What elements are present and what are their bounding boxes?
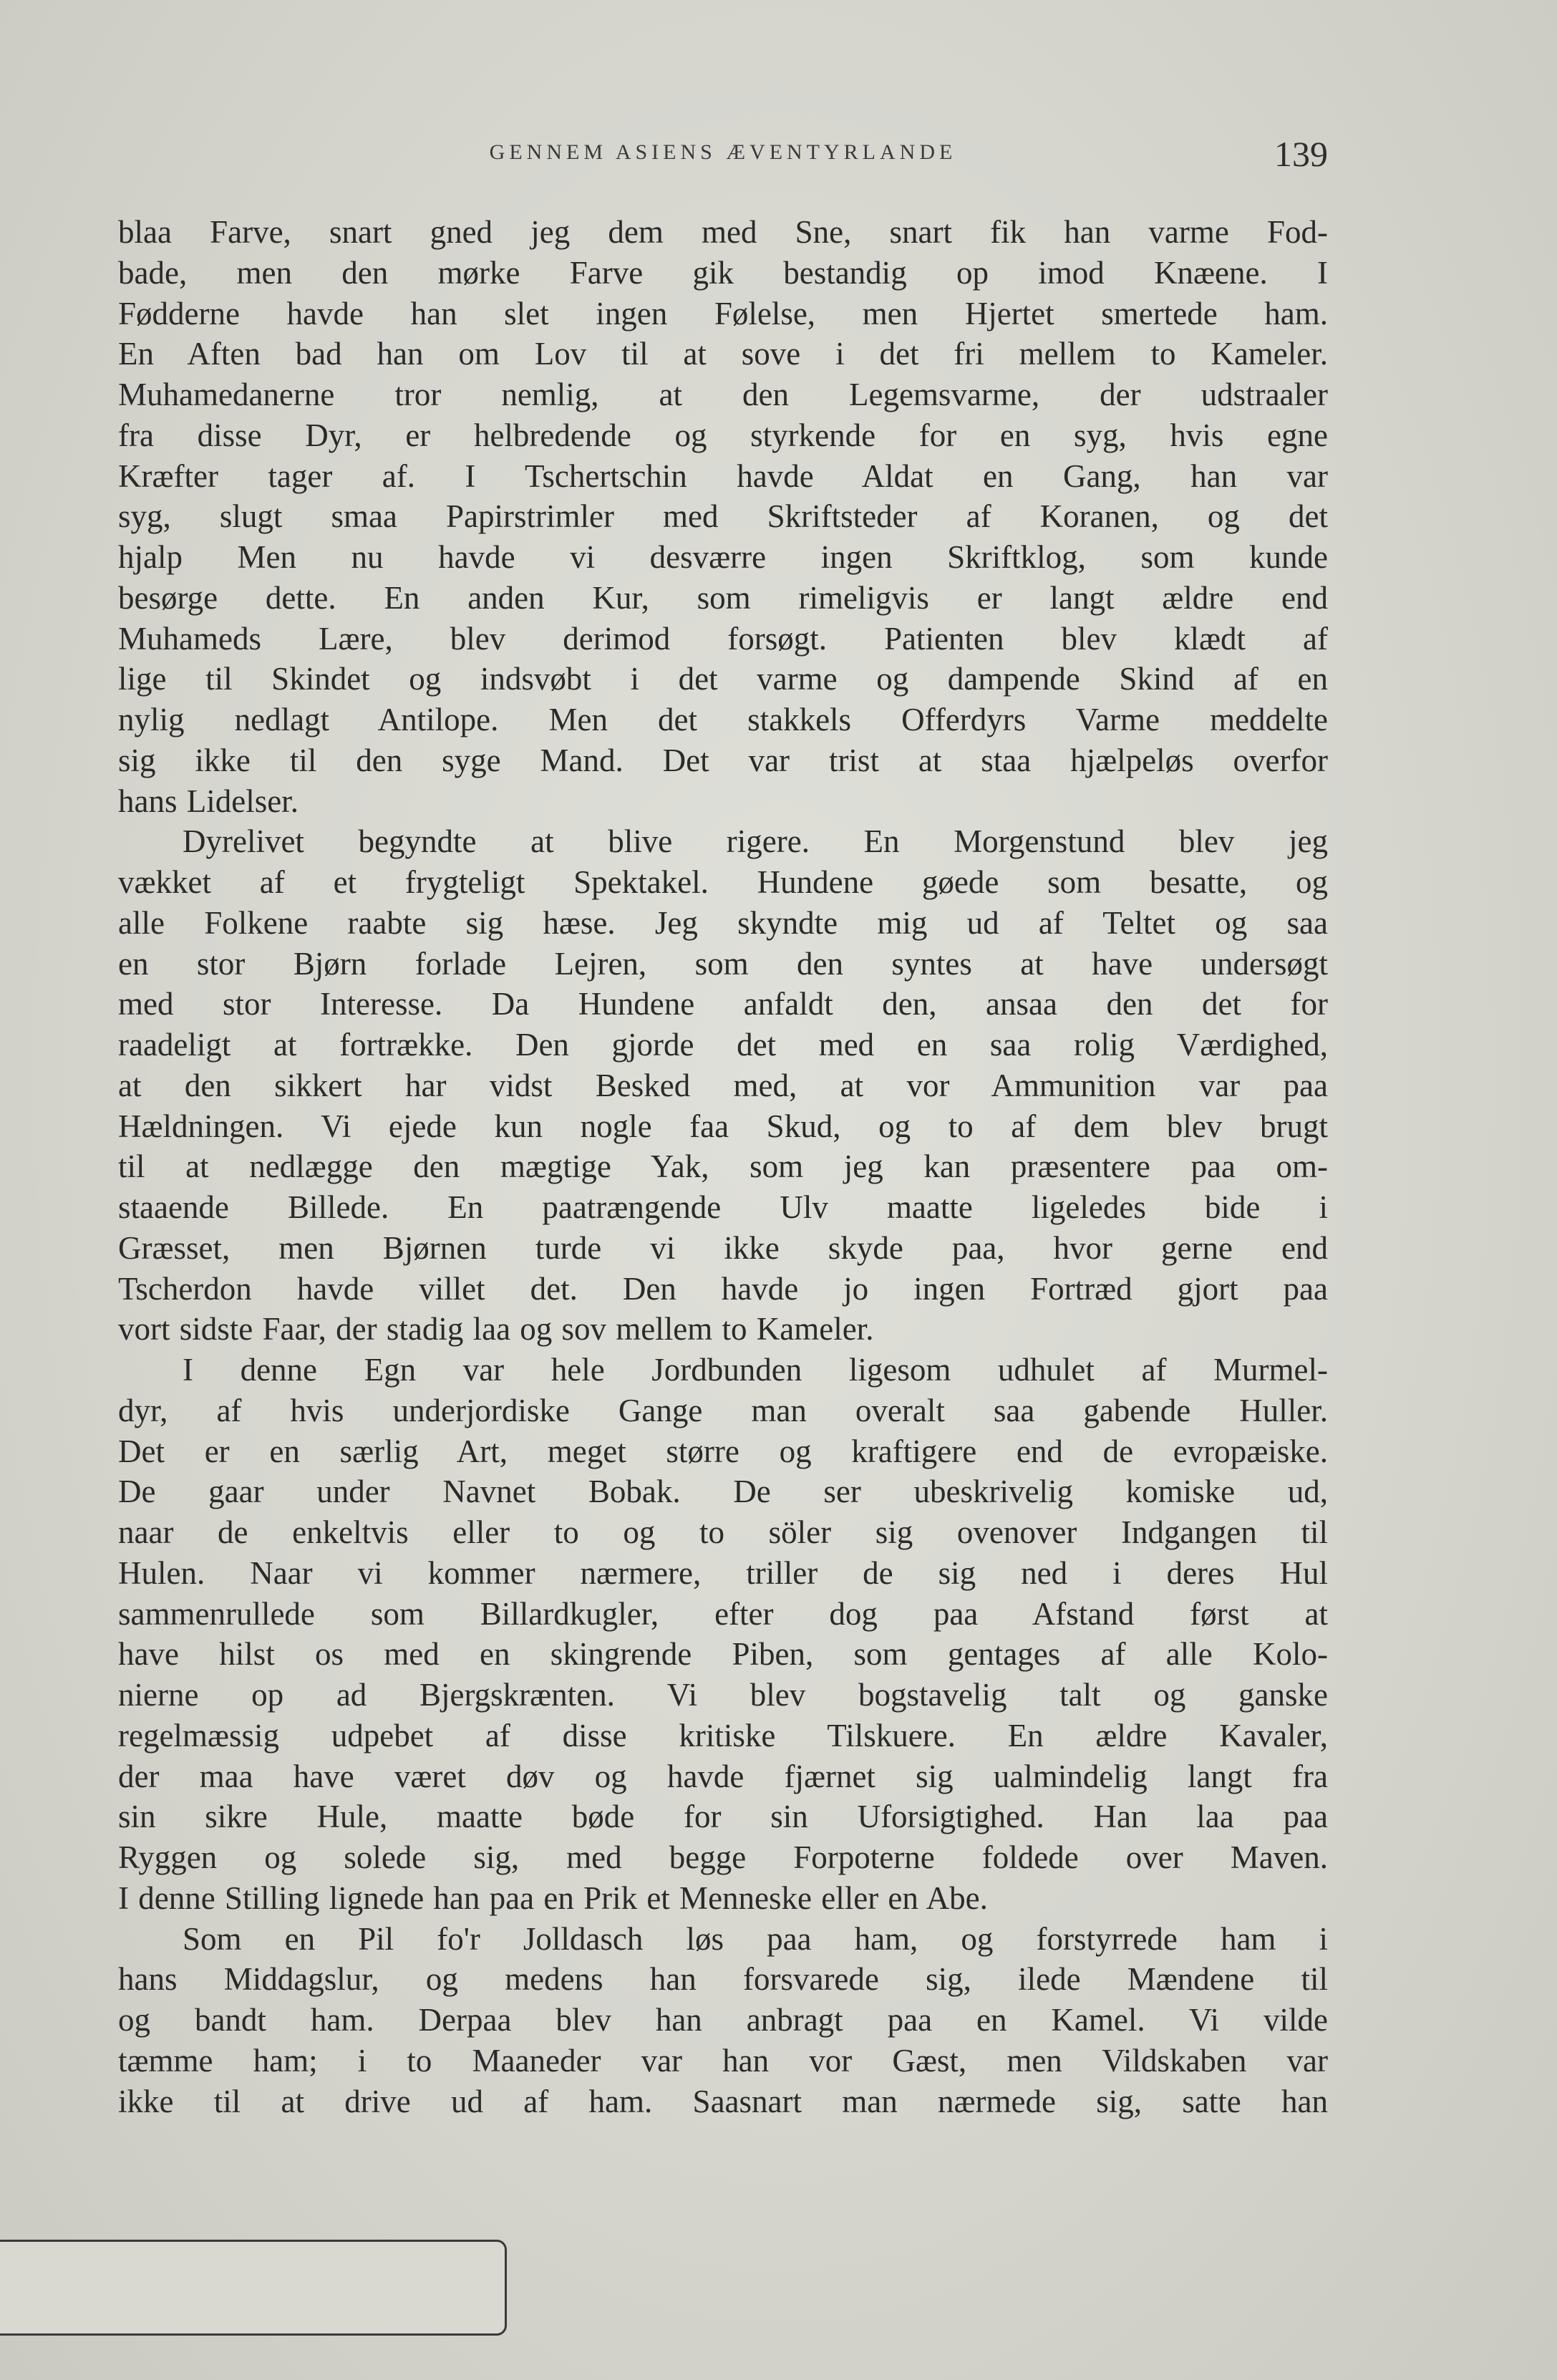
text-line: Tscherdon havde villet det. Den havde jo ingen Fortræd gjort paa: [118, 1270, 1328, 1307]
body-text: [118, 212, 1328, 2122]
text-line: nylig nedlagt Antilope. Men det stakkels Offerdyrs Varme meddelte: [118, 702, 1328, 737]
text-line: alle Folkene raabte sig hæse. Jeg skyndte mig ud af Teltet og saa: [118, 904, 1328, 941]
text-line: besørge dette. En anden Kur, som rimeligvis er langt ældre end: [118, 579, 1328, 616]
text-line: Hældningen. Vi ejede kun nogle faa Skud, og to af dem blev brugt: [118, 1108, 1328, 1144]
text-line: sig ikke til den syge Mand. Det var trist at staa hjælpeløs overfor: [118, 742, 1328, 778]
page-header: [118, 133, 1328, 176]
text-line: der maa have været døv og havde fjærnet sig ualmindelig langt fra: [118, 1758, 1328, 1794]
text-line: I denne Egn var hele Jordbunden ligesom udhulet af Murmel-: [183, 1352, 1328, 1388]
text-line: regelmæssig udpebet af disse kritiske Tilskuere. En ældre Kavaler,: [118, 1717, 1328, 1753]
text-line: Kræfter tager af. I Tschertschin havde Aldat en Gang, han var: [118, 458, 1328, 494]
text-line: vort sidste Faar, der stadig laa og sov mellem to Kameler.: [118, 1311, 874, 1348]
text-line: dyr, af hvis underjordiske Gange man overalt saa gabende Huller.: [118, 1392, 1328, 1428]
text-line: sammenrullede som Billardkugler, efter dog paa Afstand først at: [118, 1595, 1328, 1632]
text-line: hans Middagslur, og medens han forsvarede sig, ilede Mændene til: [118, 1961, 1328, 1998]
text-line: En Aften bad han om Lov til at sove i det fri mellem to Kameler.: [118, 336, 1328, 372]
text-line: Som en Pil fo'r Jolldasch løs paa ham, og forstyrrede ham i: [183, 1920, 1328, 1957]
text-line: til at nedlægge den mægtige Yak, som jeg kan præsentere paa om-: [118, 1148, 1328, 1185]
text-line: en stor Bjørn forlade Lejren, som den syntes at have undersøgt: [118, 945, 1328, 982]
text-line: ikke til at drive ud af ham. Saasnart man nærmede sig, satte han: [118, 2083, 1328, 2119]
scan-artifact-frame: [0, 2240, 507, 2336]
text-line: med stor Interesse. Da Hundene anfaldt den, ansaa den det for: [118, 986, 1328, 1022]
text-line: blaa Farve, snart gned jeg dem med Sne, snart fik han varme Fod-: [118, 214, 1328, 250]
text-line: bade, men den mørke Farve gik bestandig op imod Knæene. I: [118, 254, 1328, 291]
page-number: 139: [1274, 134, 1328, 174]
text-line: Græsset, men Bjørnen turde vi ikke skyde paa, hvor gerne end: [118, 1229, 1328, 1266]
text-line: Dyrelivet begyndte at blive rigere. En Morgenstund blev jeg: [183, 823, 1328, 860]
text-line: lige til Skindet og indsvøbt i det varme og dampende Skind af en: [118, 661, 1328, 697]
text-line: Det er en særlig Art, meget større og kraftigere end de evropæiske.: [118, 1433, 1328, 1469]
text-line: Ryggen og solede sig, med begge Forpoterne foldede over Maven.: [118, 1839, 1328, 1875]
text-line: raadeligt at fortrække. Den gjorde det med en saa rolig Værdighed,: [118, 1027, 1328, 1063]
text-line: I denne Stilling lignede han paa en Prik et Menneske eller en Abe.: [118, 1880, 988, 1916]
text-line: at den sikkert har vidst Besked med, at vor Ammunition var paa: [118, 1067, 1328, 1103]
text-line: sin sikre Hule, maatte bøde for sin Uforsigtighed. Han laa paa: [118, 1799, 1328, 1835]
text-line: nierne op ad Bjergskrænten. Vi blev bogstavelig talt og ganske: [118, 1677, 1328, 1713]
text-line: staaende Billede. En paatrængende Ulv maatte ligeledes bide i: [118, 1189, 1328, 1225]
text-line: vækket af et frygteligt Spektakel. Hundene gøede som besatte, og: [118, 864, 1328, 900]
text-line: syg, slugt smaa Papirstrimler med Skriftsteder af Koranen, og det: [118, 498, 1328, 535]
text-line: Fødderne havde han slet ingen Følelse, men Hjertet smertede ham.: [118, 295, 1328, 332]
text-line: tæmme ham; i to Maaneder var han vor Gæst, men Vildskaben var: [118, 2042, 1328, 2079]
text-line: hans Lidelser.: [118, 783, 299, 819]
text-line: fra disse Dyr, er helbredende og styrkende for en syg, hvis egne: [118, 417, 1328, 453]
text-line: naar de enkeltvis eller to og to söler sig ovenover Indgangen til: [118, 1514, 1328, 1550]
text-line: Muhamedanerne tror nemlig, at den Legemsvarme, der udstraaler: [118, 377, 1328, 412]
text-line: hjalp Men nu havde vi desværre ingen Skriftklog, som kunde: [118, 539, 1328, 575]
text-line: Muhameds Lære, blev derimod forsøgt. Patienten blev klædt af: [118, 620, 1328, 657]
text-line: og bandt ham. Derpaa blev han anbragt paa en Kamel. Vi vilde: [118, 2002, 1328, 2038]
text-line: have hilst os med en skingrende Piben, som gentages af alle Kolo-: [118, 1636, 1328, 1673]
text-line: De gaar under Navnet Bobak. De ser ubeskrivelig komiske ud,: [118, 1474, 1328, 1510]
running-title: GENNEM ASIENS ÆVENTYRLANDE: [489, 140, 957, 164]
text-line: Hulen. Naar vi kommer nærmere, triller de sig ned i deres Hul: [118, 1554, 1328, 1591]
